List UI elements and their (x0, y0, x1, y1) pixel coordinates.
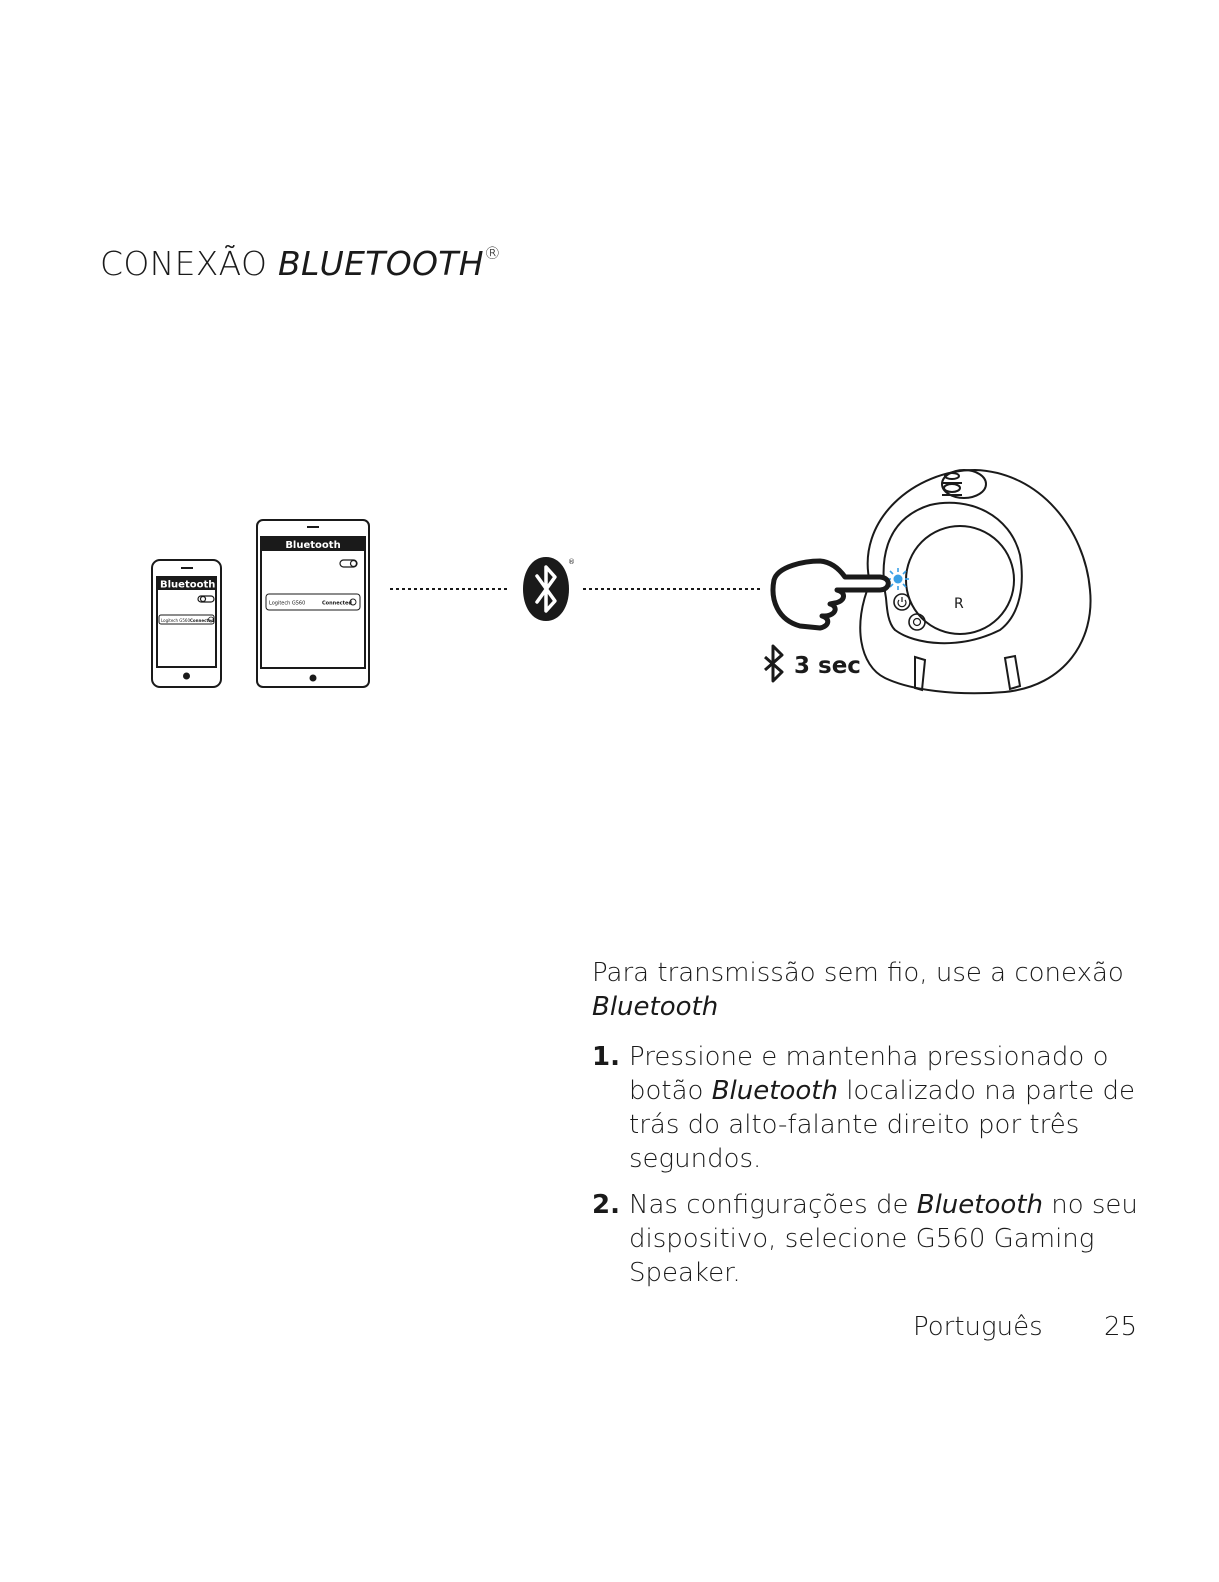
toggle-icon (198, 596, 214, 602)
step-brand: Bluetooth (916, 1190, 1043, 1220)
tablet-bluetooth-header: Bluetooth (285, 540, 341, 551)
registered-mark: ® (483, 244, 502, 264)
intro-brand: Bluetooth (592, 992, 719, 1022)
footer-language: Português (913, 1312, 1043, 1342)
step-brand: Bluetooth (711, 1076, 838, 1106)
tablet-home-button (310, 675, 317, 682)
page-number: 25 (1104, 1312, 1138, 1342)
intro-paragraph: Para transmissão sem fio, use a conexão Bluetooth (592, 958, 1124, 1022)
page-title: CONEXÃO BLUETOOTH® (100, 244, 502, 283)
hold-duration-label: 3 sec (794, 653, 861, 679)
phone-bluetooth-header: Bluetooth (160, 579, 216, 591)
bluetooth-small-icon (765, 646, 782, 681)
phone-device-name: Logitech G560 (161, 618, 191, 623)
step-2: 2. Nas configurações de Bluetooth no seu dispositivo, selecione G560 Gaming Speaker. (592, 1190, 1138, 1288)
phone-home-button (183, 673, 190, 680)
step-number: 1. (592, 1042, 620, 1072)
bluetooth-pairing-illustration (140, 460, 1110, 700)
phone-connected-status: Connected (190, 618, 214, 623)
toggle-icon (340, 560, 357, 567)
tablet-connected-status: Connected (322, 600, 352, 607)
title-brand: BLUETOOTH (278, 244, 484, 283)
step-number: 2. (592, 1190, 620, 1220)
power-icon (898, 597, 906, 607)
speaker-input-button (909, 614, 925, 630)
speaker-right-label: R (954, 596, 964, 612)
bluetooth-button-led (894, 575, 903, 584)
pointing-hand-icon (773, 561, 888, 628)
tablet-device-name: Logitech G560 (269, 600, 306, 607)
instructions (592, 956, 1152, 1302)
input-icon (914, 619, 921, 626)
step-1: 1. Pressione e mantenha pressionado o botão Bluetooth localizado na parte de trás do alto-falante direito por três segundos. (592, 1042, 1136, 1174)
bt-logo-registered-mark: ® (568, 558, 575, 566)
